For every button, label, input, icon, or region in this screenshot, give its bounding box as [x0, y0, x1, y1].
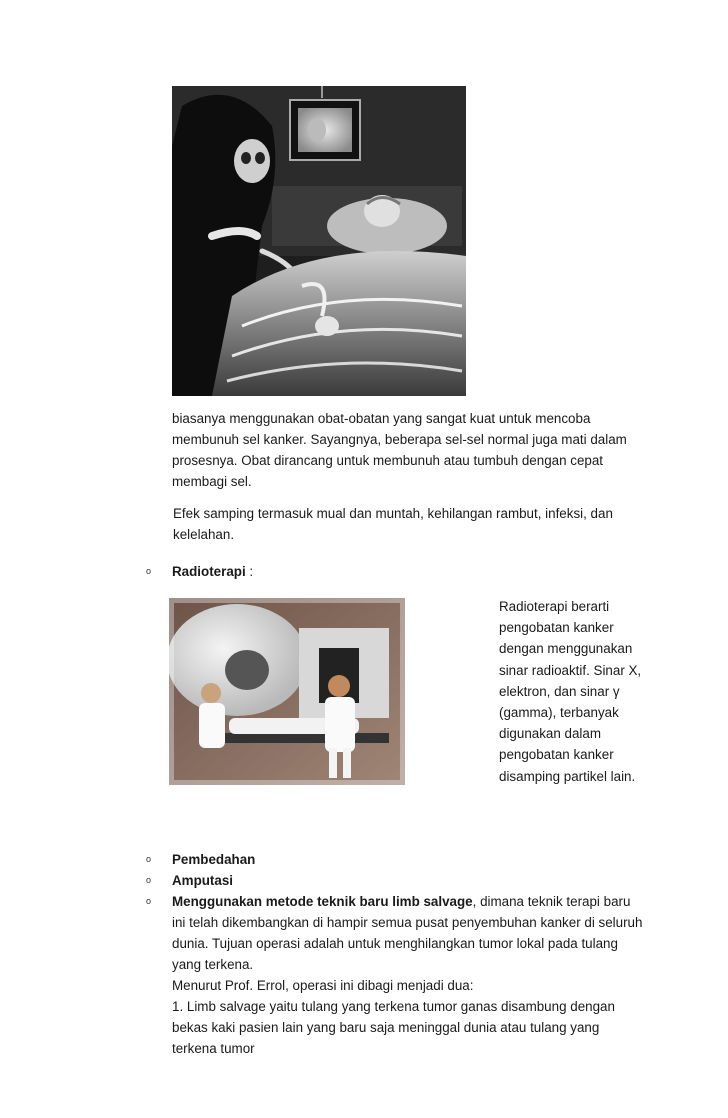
limb-salvage-point-1: 1. Limb salvage yaitu tulang yang terkena tumor ganas disambung dengan bekas kaki pasien lain yang baru saja meninggal dunia atau tulang yang terkena tumor — [172, 999, 615, 1056]
list-item-amputasi: Amputasi — [172, 873, 234, 888]
limb-salvage-text: , dimana teknik terapi baru ini telah dikembangkan di hampir semua pusat penyembuhan kanker di seluruh dunia. Tujuan operasi adalah untuk menghilangkan tumor lokal pada tulang yang terkena. — [172, 894, 643, 972]
bullet-marker: o — [146, 896, 152, 906]
bullet-marker: o — [146, 875, 152, 885]
side-effects-paragraph: Efek samping termasuk mual dan muntah, kehilangan rambut, infeksi, dan kelelahan. — [173, 506, 613, 542]
radioterapi-title: Radioterapi — [172, 564, 246, 579]
list-item-pembedahan: Pembedahan — [172, 852, 256, 867]
limb-salvage-lead: Menggunakan metode teknik baru limb salvage — [172, 894, 473, 909]
errol-intro: Menurut Prof. Errol, operasi ini dibagi menjadi dua: — [172, 978, 474, 993]
radioterapi-title-suffix: : — [245, 564, 254, 579]
illustration-reaper-bedside — [172, 86, 466, 396]
chemo-paragraph: biasanya menggunakan obat-obatan yang sangat kuat untuk mencoba membunuh sel kanker. Sayangnya, beberapa sel-sel normal juga mati dalam prosesnya. Obat dirancang untuk membunuh atau tumbuh dengan cepat membagi sel. — [172, 411, 627, 489]
radioterapi-description: Radioterapi berarti pengobatan kanker dengan menggunakan sinar radioaktif. Sinar X, elektron, dan sinar γ (gamma), terbanyak digunakan dalam pengobatan kanker disamping partikel lain. — [499, 599, 642, 784]
bullet-marker: o — [146, 854, 152, 864]
list-item-limb-salvage — [172, 891, 647, 1059]
radiotherapy-photo — [169, 598, 405, 785]
bullet-marker: o — [146, 566, 152, 576]
radioterapi-heading — [172, 561, 253, 582]
